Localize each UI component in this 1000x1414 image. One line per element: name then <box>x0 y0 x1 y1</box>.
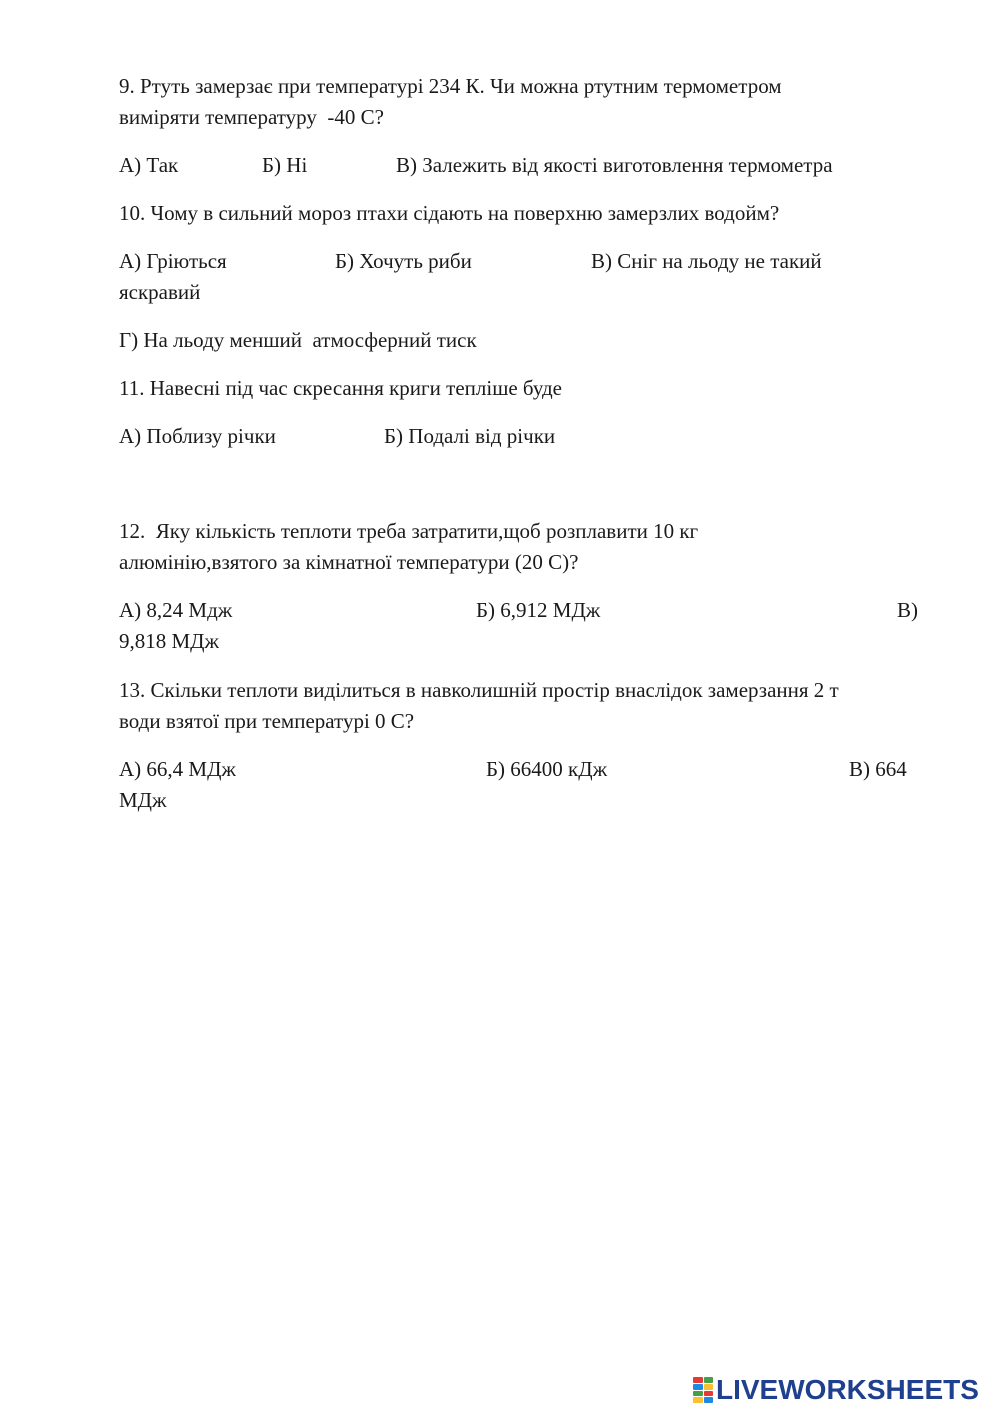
question-11-option-b[interactable]: Б) Подалі від річки <box>384 424 556 448</box>
liveworksheets-logo[interactable] <box>693 1375 979 1405</box>
question-11-option-a[interactable]: А) Поблизу річки <box>119 424 276 448</box>
question-12-option-c[interactable]: В) <box>897 598 918 622</box>
question-12-option-b[interactable]: Б) 6,912 МДж <box>476 598 601 622</box>
question-9-option-b[interactable]: Б) Ні <box>262 153 308 177</box>
question-10-option-b[interactable]: Б) Хочуть риби <box>335 249 472 273</box>
question-10-text: 10. Чому в сильний мороз птахи сідають на поверхню замерзлих водойм? <box>119 201 780 225</box>
question-12-text-line-2: алюмінію,взятого за кімнатної температури (20 С)? <box>119 550 579 574</box>
question-10-option-c[interactable]: В) Сніг на льоду не такий <box>591 249 822 273</box>
question-13-option-c-continued[interactable]: МДж <box>119 788 167 812</box>
live-blocks-icon <box>693 1377 713 1403</box>
question-10-option-d[interactable]: Г) На льоду менший атмосферний тиск <box>119 328 477 352</box>
question-9-option-a[interactable]: А) Так <box>119 153 179 177</box>
question-11-text: 11. Навесні під час скресання криги тепліше буде <box>119 376 562 400</box>
question-9-text-line-1: 9. Ртуть замерзає при температурі 234 К. Чи можна ртутним термометром <box>119 74 782 98</box>
question-13-option-b[interactable]: Б) 66400 кДж <box>486 757 608 781</box>
question-13-option-c[interactable]: В) 664 <box>849 757 907 781</box>
question-13-text-line-1: 13. Скільки теплоти виділиться в навколишній простір внаслідок замерзання 2 т <box>119 678 839 702</box>
question-10-option-a[interactable]: А) Гріються <box>119 249 227 273</box>
question-9-option-c[interactable]: В) Залежить від якості виготовлення термометра <box>396 153 833 177</box>
question-9-text-line-2: виміряти температуру -40 С? <box>119 105 384 129</box>
question-10-option-c-continued[interactable]: яскравий <box>119 280 201 304</box>
logo-text: LIVEWORKSHEETS <box>716 1374 979 1405</box>
question-12-text-line-1: 12. Яку кількість теплоти треба затратити,щоб розплавити 10 кг <box>119 519 699 543</box>
question-13-text-line-2: води взятої при температурі 0 С? <box>119 709 415 733</box>
question-12-option-a[interactable]: А) 8,24 Мдж <box>119 598 233 622</box>
question-12-option-c-continued[interactable]: 9,818 МДж <box>119 629 220 653</box>
question-13-option-a[interactable]: А) 66,4 МДж <box>119 757 236 781</box>
